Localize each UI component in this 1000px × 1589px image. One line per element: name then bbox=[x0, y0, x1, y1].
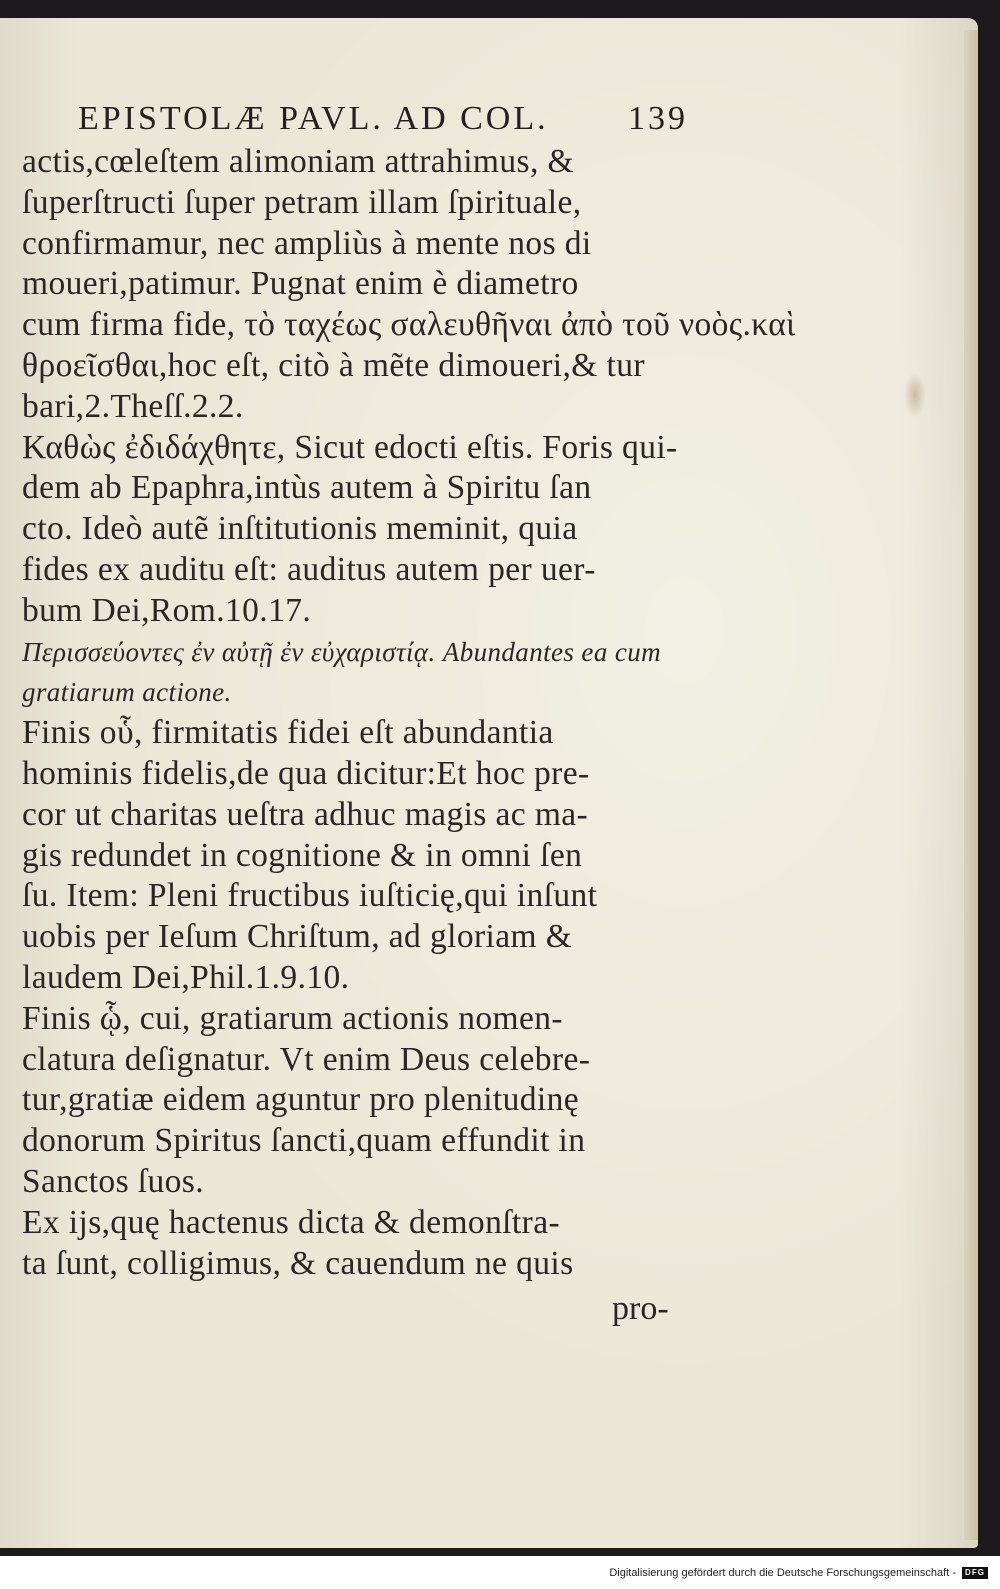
text-line-italic: gratiarum actione. bbox=[22, 677, 232, 708]
text-line: bari,2.Theſſ.2.2. bbox=[22, 387, 244, 425]
text-line: Ex ijs,quę hactenus dicta & demonſtra- bbox=[22, 1203, 561, 1241]
text-line: uobis per Ieſum Chriſtum, ad gloriam & bbox=[22, 918, 573, 956]
text-line: bum Dei,Rom.10.17. bbox=[22, 591, 312, 629]
text-line: Sanctos ſuos. bbox=[22, 1162, 205, 1200]
running-head bbox=[78, 100, 688, 144]
page-stain bbox=[904, 372, 926, 418]
page-edge bbox=[964, 30, 978, 1540]
text-line: Finis ᾧ, cui, gratiarum actionis nomen- bbox=[22, 999, 563, 1037]
text-line: ta ſunt, colligimus, & cauendum ne quis bbox=[22, 1244, 574, 1282]
text-line: ſu. Item: Pleni fructibus iuſticię,qui inſunt bbox=[22, 877, 598, 915]
text-line: moueri,patimur. Pugnat enim è diametro bbox=[22, 265, 579, 303]
text-line: laudem Dei,Phil.1.9.10. bbox=[22, 958, 350, 996]
catchword: pro- bbox=[612, 1290, 669, 1327]
text-line: confirmamur, nec ampliùs à mente nos di bbox=[22, 224, 592, 262]
page-number: 139 bbox=[628, 100, 688, 137]
text-line: fides ex auditu eſt: auditus autem per uer- bbox=[22, 550, 596, 588]
text-line: tur,gratiæ eidem aguntur pro plenitudinę bbox=[22, 1081, 580, 1119]
text-line: cum firma fide, τὸ ταχέως σαλευθῆναι ἀπὸ τοῦ νοὸς.καὶ bbox=[22, 306, 796, 344]
text-line: cor ut charitas ueſtra adhuc magis ac ma- bbox=[22, 795, 589, 833]
text-line: dem ab Epaphra,intùs autem à Spiritu ſan bbox=[22, 469, 592, 507]
dfg-logo-icon: DFG bbox=[962, 1567, 988, 1579]
funding-credit: Digitalisierung gefördert durch die Deutsche Forschungsgemeinschaft - bbox=[609, 1566, 956, 1579]
text-line: Finis οὗ, firmitatis fidei eſt abundantia bbox=[22, 714, 554, 752]
body-text bbox=[22, 142, 796, 1284]
text-line: donorum Spiritus ſancti,quam effundit in bbox=[22, 1122, 586, 1160]
text-line: clatura deſignatur. Vt enim Deus celebre- bbox=[22, 1040, 591, 1078]
footer bbox=[0, 1556, 1000, 1589]
text-line: ſuperſtructi ſuper petram illam ſpirituale, bbox=[22, 183, 582, 221]
running-head-title: EPISTOLÆ PAVL. AD COL. bbox=[78, 100, 549, 137]
text-line: actis,cœleſtem alimoniam attrahimus, & bbox=[22, 143, 574, 180]
text-line: cto. Ideò autẽ inſtitutionis meminit, quia bbox=[22, 510, 578, 548]
text-line: gis redundet in cognitione & in omni ſen bbox=[22, 836, 583, 874]
text-line: Καθὼς ἐδιδάχθητε, Sicut edocti eſtis. Foris qui- bbox=[22, 428, 678, 466]
text-line: θροεῖσθαι,hoc eſt, citò à mẽte dimoueri,& tur bbox=[22, 346, 645, 384]
text-line: hominis fidelis,de qua dicitur:Et hoc pre- bbox=[22, 754, 590, 792]
text-line-greek-lemma: Περισσεύοντες ἐν αὐτῇ ἐν εὐχαριστίᾳ. Abundantes ea cum bbox=[22, 636, 662, 667]
